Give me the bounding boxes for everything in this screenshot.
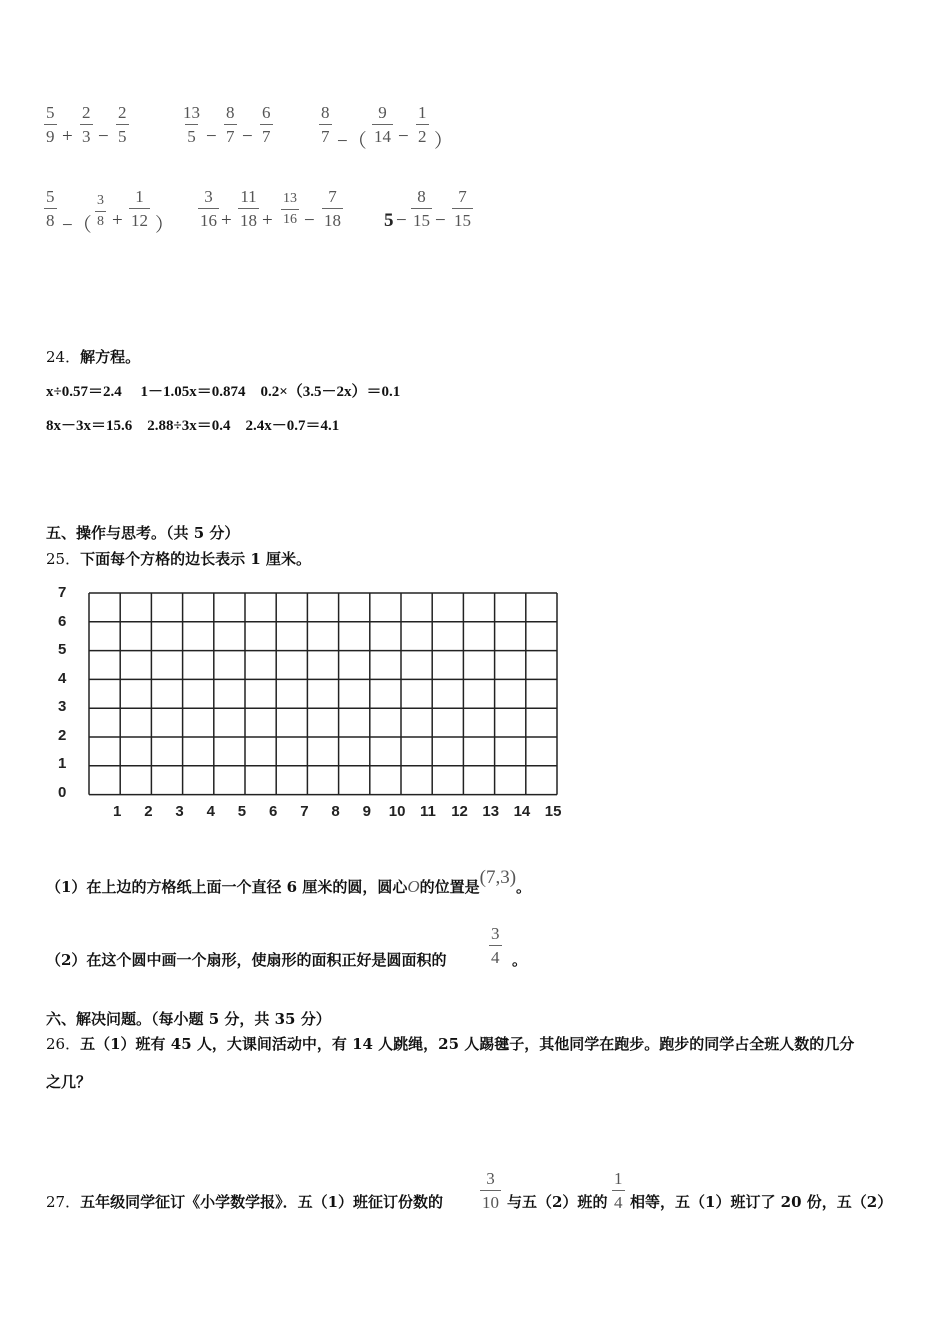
part-2-end: 。	[512, 951, 528, 969]
x-axis-label: 3	[175, 803, 184, 820]
bracket: ）	[434, 131, 454, 152]
y-axis-label: 4	[58, 669, 67, 687]
equation-line-1: x÷0.57＝2.4 1－1.05x＝0.874 0.2×（3.5－2x）＝0.1	[46, 384, 401, 400]
x-axis-label: 1	[113, 803, 122, 820]
x-axis-label: 12	[451, 803, 468, 820]
fraction: $\frac{1}{2}$	[418, 103, 427, 146]
fraction: $\frac{9}{14}$	[374, 103, 391, 146]
y-axis-label: 5	[58, 641, 67, 658]
whole-number: 5	[384, 210, 394, 231]
x-axis-label: 2	[144, 803, 153, 820]
operator: −	[396, 210, 407, 231]
question-number: 27．	[46, 1193, 81, 1211]
x-axis-label: 4	[206, 803, 215, 820]
fraction: $\frac{1}{12}$	[131, 187, 148, 230]
fraction: $\frac{8}{7}$	[321, 103, 330, 146]
section-5-title: 五、操作与思考。（共 5 分）	[46, 524, 240, 542]
y-axis-label: 1	[58, 755, 67, 772]
coordinate: (7,3)	[479, 867, 517, 888]
part-2-text: （2）在这个圆中画一个扇形，使扇形的面积正好是圆面积的	[46, 951, 447, 969]
y-axis-label: 7	[58, 584, 67, 601]
part-1-text-b: 的位置是	[419, 878, 480, 896]
operator: −	[206, 126, 217, 147]
center-o-symbol: O	[407, 877, 420, 896]
operator: −	[242, 126, 253, 147]
fraction: $\frac{11}{18}$	[240, 187, 257, 230]
fraction: $\frac{3}{16}$	[200, 187, 217, 230]
x-axis-label: 9	[362, 803, 371, 820]
y-axis-label: 2	[58, 726, 67, 744]
fraction: $\frac{5}{9}$	[46, 103, 55, 146]
x-axis-label: 14	[513, 803, 531, 820]
operator: −	[98, 126, 109, 147]
question-text: 五（1）班有 45 人，大课间活动中，有 14 人跳绳，25 人踢毽子，其他同学在跑步。跑步的同学占全班人数的几分	[80, 1035, 855, 1053]
fraction: $\frac{5}{8}$	[46, 187, 55, 230]
fraction: $\frac{6}{7}$	[262, 103, 271, 146]
fraction: $\frac{7}{15}$	[454, 187, 471, 230]
fraction-three-quarters: $\frac{3}{4}$	[491, 924, 500, 967]
fraction: $\frac{2}{3}$	[82, 103, 91, 146]
y-axis-label: 0	[58, 783, 67, 801]
fraction: $\frac{8}{7}$	[226, 103, 235, 146]
question-27	[46, 1191, 443, 1212]
x-axis-label: 7	[300, 803, 309, 820]
x-axis-label: 5	[237, 803, 247, 820]
operator: +	[112, 210, 123, 231]
question-25-part-1	[46, 867, 532, 898]
y-axis-label: 3	[58, 698, 67, 715]
x-axis-label: 6	[269, 803, 278, 820]
operator: −	[304, 210, 315, 231]
question-text: 五年级同学征订《小学数学报》．五（1）班征订份数的	[80, 1193, 444, 1211]
question-26	[46, 1033, 854, 1054]
question-number: 24．	[46, 348, 81, 366]
fraction: $\frac{8}{15}$	[413, 187, 430, 230]
operator: −（	[62, 215, 92, 236]
fraction-one-quarter: $\frac{1}{4}$	[614, 1169, 623, 1212]
question-25-part-2	[46, 949, 446, 970]
fraction: $\frac{13}{5}$	[183, 103, 200, 146]
part-1-end: 。	[516, 878, 532, 896]
question-number: 26．	[46, 1035, 81, 1053]
operator: −	[435, 210, 446, 231]
operator: +	[62, 126, 73, 147]
question-text: 与五（2）班的	[507, 1193, 608, 1211]
x-axis-label: 13	[482, 803, 500, 820]
fraction: $\frac{2}{5}$	[118, 103, 127, 146]
fraction: $\frac{3}{8}$	[97, 193, 104, 229]
equation-line-2: 8x－3x＝15.6 2.88÷3x＝0.4 2.4x－0.7＝4.1	[46, 418, 340, 434]
x-axis-label: 11	[420, 803, 436, 820]
question-26-continued: 之几？	[46, 1073, 92, 1091]
fraction: $\frac{7}{18}$	[324, 187, 341, 230]
question-number: 25．	[46, 550, 81, 568]
part-1-text: （1）在上边的方格纸上面一个直径 6 厘米的圆，圆心	[46, 878, 408, 896]
question-text: 解方程。	[80, 348, 141, 366]
fraction-three-tenths: $\frac{3}{10}$	[482, 1169, 499, 1212]
question-text: 相等，五（1）班订了 20 份，五（2）	[630, 1193, 893, 1211]
x-axis-label: 8	[331, 803, 340, 820]
question-text: 下面每个方格的边长表示 1 厘米。	[80, 550, 311, 568]
operator: +	[221, 210, 232, 231]
operator: −	[398, 126, 409, 147]
x-axis-label: 15	[544, 803, 562, 820]
operator: −（	[337, 131, 367, 152]
bracket: ）	[155, 215, 175, 236]
section-6-title: 六、解决问题。（每小题 5 分，共 35 分）	[46, 1010, 331, 1028]
operator: +	[262, 210, 273, 231]
y-axis-label: 6	[58, 612, 67, 630]
fraction: $\frac{13}{16}$	[283, 191, 297, 227]
x-axis-label: 10	[388, 803, 406, 820]
